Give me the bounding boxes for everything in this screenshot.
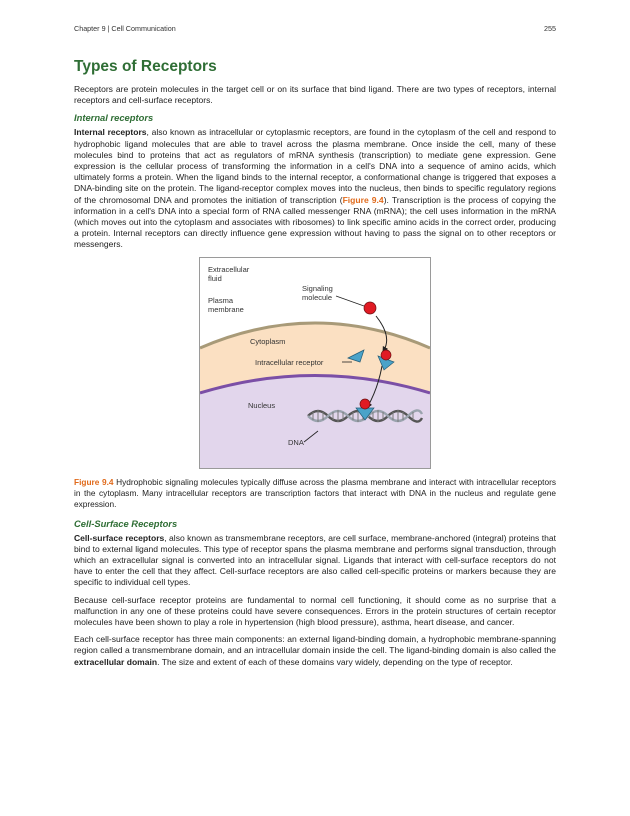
bound-ligand-circle: [381, 350, 391, 360]
chapter-title: Chapter 9 | Cell Communication: [74, 24, 176, 33]
label-nucleus: Nucleus: [248, 400, 276, 410]
cell-surface-text-3a: Each cell-surface receptor has three main components: an external ligand-binding domain, a hydrophobic membrane-spanning region called a transmembrane domain, and an intracellular domain inside the cell. The ligand-binding domain is also called the: [74, 634, 556, 656]
label-intracellular-receptor: Intracellular receptor: [255, 357, 324, 367]
label-signaling-2: molecule: [302, 292, 333, 302]
internal-receptors-term: Internal receptors: [74, 127, 147, 138]
label-signaling-1: Signaling: [302, 283, 333, 293]
cell-surface-text-1: , also known as transmembrane receptors, are cell surface, membrane-anchored (integral) proteins that bind to external ligand molecules. This type of receptor spans the plasma membrane and performs signal transduction, through which an extracellular signal is converted into an intracellular signal. Ligands that interact with cell-surface receptors do not have to enter the cell that they affect. Cell-surface receptors are also called cell-specific proteins or markers because they are specific to individual cell types.: [74, 532, 556, 588]
label-extracellular-1: Extracellular: [208, 264, 250, 274]
label-plasma-2: membrane: [208, 304, 244, 314]
cell-surface-term: Cell-surface receptors: [74, 532, 165, 543]
label-dna: DNA: [288, 437, 304, 447]
cell-surface-paragraph-1: [74, 533, 556, 589]
page-content: [74, 58, 556, 674]
section-title: Types of Receptors: [74, 58, 217, 75]
intro-paragraph: Receptors are protein molecules in the target cell or on its surface that bind ligand. There are two types of receptors, internal receptors and cell-surface receptors.: [74, 84, 556, 106]
running-header: [74, 24, 556, 33]
signaling-molecule-circle: [364, 302, 376, 314]
caption-text: Hydrophobic signaling molecules typically diffuse across the plasma membrane and interact with intracellular receptors in the cytoplasm. Many intracellular receptors are transcription factors that interact with DNA in the nucleus and regulate gene expression.: [74, 476, 556, 509]
label-cytoplasm: Cytoplasm: [250, 336, 286, 346]
cell-surface-paragraph-2: Because cell-surface receptor proteins are fundamental to normal cell functioning, it should come as no surprise that a malfunction in any one of these proteins could have severe consequences. Errors in the protein structures of certain receptor molecules have been shown to play a role in hypertension (high blood pressure), asthma, heart disease, and cancer.: [74, 594, 556, 628]
figure-link[interactable]: Figure 9.4: [342, 194, 384, 205]
extracellular-domain-term: extracellular domain: [74, 656, 158, 667]
figure-9-4: [199, 257, 431, 469]
cell-surface-text-3b: . The size and extent of each of these domains vary widely, depending on the type of receptor.: [157, 656, 513, 667]
label-plasma-1: Plasma: [208, 295, 234, 305]
internal-receptors-paragraph: [74, 127, 556, 250]
internal-text-b: ). Transcription is the process of copying the information in a cell's DNA into a special form of RNA called messenger RNA (mRNA); the cell uses information in the mRNA (which moves out into the cytoplasm and associates with ribosomes) to link specific amino acids in the correct order, producing a protein. Internal receptors can directly influence gene expression without having to pass the signal on to other receptors or messengers.: [74, 194, 557, 250]
label-extracellular-2: fluid: [208, 273, 222, 283]
receptor-diagram: [200, 258, 430, 468]
caption-label: Figure 9.4: [74, 476, 114, 487]
figure-caption: [74, 477, 556, 510]
internal-text-a: , also known as intracellular or cytoplasmic receptors, are found in the cytoplasm of the cell and respond to hydrophobic ligand molecules that are able to travel across the plasma membrane. Once inside the cell, many of these molecules bind to proteins that act as regulators of mRNA synthesis (transcription) to mediate gene expression. Gene expression is the cellular process of transforming the information in a cell's DNA into a sequence of amino acids, which ultimately forms a protein. When the ligand binds to the internal receptor, a conformational change is triggered that exposes a DNA-binding site on the protein. The ligand-receptor complex moves into the nucleus, then binds to specific regulatory regions of the chromosomal DNA and promotes the initiation of transcription (: [74, 127, 556, 205]
page-number: 255: [544, 24, 556, 33]
dna-bound-ligand-circle: [360, 399, 370, 409]
cell-surface-heading: Cell-Surface Receptors: [74, 517, 178, 529]
cell-surface-paragraph-3: [74, 634, 556, 668]
internal-receptors-heading: Internal receptors: [74, 112, 154, 124]
